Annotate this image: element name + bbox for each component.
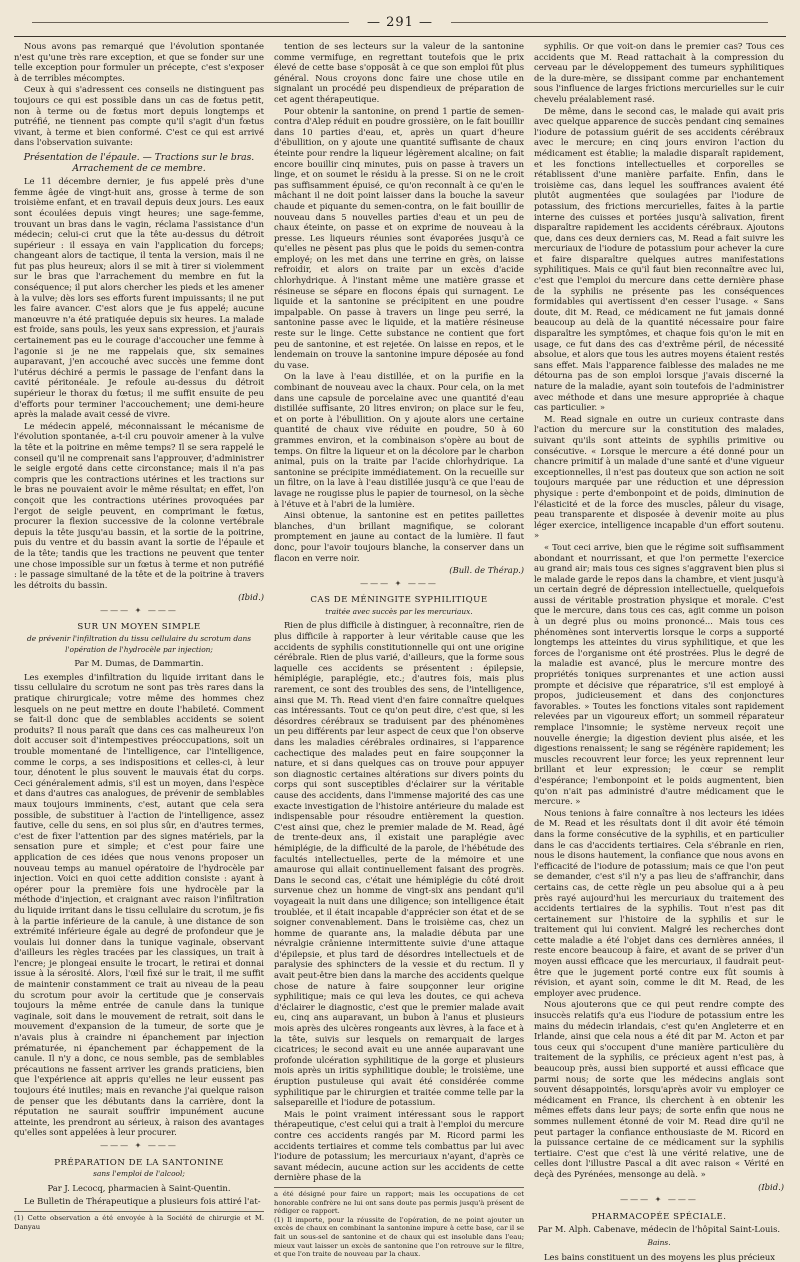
text-columns [14, 41, 786, 1157]
paragraph: Nous avons pas remarqué que l'évolution spontanée n'est qu'une très rare exception, et que se fonder sur une telle exception pour formuler un précepte, c'est s'exposer à de terribles mécomptes. [14, 41, 264, 83]
paragraph: Le Bulletin de Thérapeutique a plusieurs fois attiré l'at- [14, 1196, 264, 1207]
page-number: — 291 — [367, 15, 433, 30]
footnote-text: a été désigné pour faire un rapport; mais les occupations de cet honorable confrère ne lui ont sans doute pas permis jusqu'à présent de rédiger ce rapport. [274, 1190, 524, 1216]
paragraph: Les bains constituent un des moyens les plus précieux [534, 1252, 784, 1262]
article-subtitle: Bains. [534, 1238, 784, 1249]
article-byline: Par J. Lecocq, pharmacien à Saint-Quentin. [14, 1183, 264, 1194]
section-divider: ——— ✦ ——— [534, 1195, 784, 1206]
column-left [14, 41, 264, 1157]
paragraph: Ceux à qui s'adressent ces conseils ne distinguent pas toujours ce qui est possible dans un cas de fœtus petit, non à terme ou de fœtus mort depuis longtemps et putréfié, ne tiennent pas compte qu'il s'agit d'un fœtus vivant, à terme et bien conformé. C'est ce qui est arrivé dans l'observation suivante: [14, 84, 264, 148]
paragraph: Pour obtenir la santonine, on prend 1 partie de semen-contra d'Alep réduit en poudre grossière, on le fait bouillir dans 10 parties d'eau, et, après un quart d'heure d'ébullition, on y ajoute une quantité suffisante de chaux éteinte pour rendre la liqueur légèrement alcaline; on fait encore bouillir cinq minutes, puis on passe à travers un linge, et on soumet le résidu à la presse. Si on ne le croit pas suffisamment épuisé, ce qu'on reconnaît à ce qu'en le mâchant il ne doit point laisser dans la bouche la saveur chaude et piquante du semen-contra, on le fait bouillir de nouveau dans 5 nouvelles parties d'eau et un peu de chaux éteinte, on passe et on exprime de nouveau à la presse. Les liqueurs réunies sont évaporées jusqu'à ce qu'elles ne pèsent pas plus que le poids du semen-contra employé; on les met dans une terrine en grès, on laisse refroidir, et alors on traite par un excès d'acide chlorhydrique. À l'instant même une matière grasse et résineuse se sépare en flocons épais qui surnagent. Le liquide et la santonine se précipitent en une poudre impalpable. On passe à travers un linge peu serré, la santonine passe avec le liquide, et la matière résineuse reste sur le linge. Cette substance ne contient que fort peu de santonine, et est rejetée. On laisse en repos, et le lendemain on trouve la santonine impure déposée au fond du vase. [274, 106, 524, 371]
paragraph: « Tout ceci arrive, bien que le régime soit suffisamment abondant et nourrissant, et que l'on permette l'exercice au grand air; mais tous ces signes s'aggravent bien plus si le malade garde le repos dans la chambre, et vient jusqu'à un certain degré de dépression intellectuelle, quelquefois aussi de véritable prostration physique et morale. C'est que le mercure, dans tous ces cas, agit comme un poison à un degré plus ou moins prononcé... Mais tous ces phénomènes sont intervertis lorsque le corps a supporté longtemps les atteintes du virus syphilitique, et que les forces de l'organisme ont été prostrées. Plus le degré de la maladie est avancé, plus le mercure montre des propriétés toniques surprenantes et une action aussi prompte et décisive que réparatrice, s'il est employé à propos, judicieusement et dans des conjonctures favorables. » Toutes les fonctions vitales sont rapidement relevées par un vigoureux effort; un sommeil réparateur remplace l'insomnie; le système nerveux reçoit une nouvelle énergie; la digestion devient plus aisée, et les digestions renaissent; le sang se régénère rapidement; les muscles recouvrent leur force; les yeux reprennent leur brillant et leur expression; le cœur se remplit d'espérance; l'embonpoint et le poids augmentent, bien qu'on n'ait pas administré d'autre médicament que le mercure. » [534, 542, 784, 807]
section-divider: ——— ✦ ——— [14, 1141, 264, 1152]
footnote [274, 1187, 524, 1259]
paragraph: Le 11 décembre dernier, je fus appelé près d'une femme âgée de vingt-huit ans, grosse à terme de son troisième enfant, et en travail depuis deux jours. Les eaux sont écoulées depuis vingt heures; une sage-femme, trouvant un bras dans le vagin, réclama l'assistance d'un médecin; celui-ci crut que la tête au-dessus du détroit supérieur : il essaya en vain l'application du forceps; changeant alors de tactique, il tenta la version, mais il ne fut pas plus heureux; alors il se mit à tirer si violemment sur le bras que l'arrachement du membre en fut la conséquence; il put alors chercher les pieds et les amener à la vulve; dès lors ses efforts furent impuissants; il ne put les faire avancer. C'est alors que je fus appelé; aucune manœuvre n'a été pratiquée depuis six heures. La malade est froide, sans pouls, les yeux sans expression, et j'aurais certainement pas eu le courage d'accoucher une femme à l'agonie si je ne me rappelais que, six semaines auparavant, j'en accouché avec succès une femme dont l'utérus déchiré a permis le passage de l'enfant dans la cavité péritonéale. Je refoule au-dessus du détroit supérieur le thorax du fœtus; il me suffit ensuite de peu d'efforts pour terminer l'accouchement; une demi-heure après la malade avait cessé de vivre. [14, 176, 264, 420]
paragraph: Les exemples d'infiltration du liquide irritant dans le tissu cellulaire du scrotum ne sont pas très rares dans la pratique chirurgicale; votre même des hommes chez lesquels on ne peut mettre en doute l'habileté. Comment se fait-il donc que de semblables accidents se soient produits? Il nous paraît que dans ces cas malheureux l'on doit accuser soit d'intempestives préoccupations, soit un trouble momentané de l'intelligence, car l'intelligence, comme le corps, a ses indispositions et celles-ci, à leur tour, dénotent le plus souvent le mauvais état du corps. Ceci généralement admis, s'il est un moyen, dans l'espèce et dans d'autres cas analogues, de prévenir de semblables maux toujours imminents, c'est, autant que cela sera possible, de substituer à l'action de l'intelligence, assez fautive, celle du sens, en soi plus sûr, en d'autres termes, c'est de fixer l'attention par des signes matériels, par la sensation pure et simple; et c'est pour faire une application de ces idées que nous venons proposer un nouveau temps au manuel opératoire de l'hydrocèle par injection. Voici en quoi cette addition consiste : ayant à opérer pour la première fois une hydrocèle par la méthode d'injection, et craignant avec raison l'infiltration du liquide irritant dans le tissu cellulaire du scrotum, je fis à la partie inférieure de la canule, à une distance de son extrémité inférieure égale au degré de profondeur que je voulais lui donner dans la tunique vaginale, observant d'ailleurs les règles tracées par les classiques, un trait à l'encre; je plongeai ensuite le trocart, le retirai et donnai issue à la sérosité. Alors, l'œil fixé sur le trait, il me suffit de maintenir constamment ce trait au niveau de la peau du scrotum pour avoir la certitude que je conservais toujours la même entrée de canule dans la tunique vaginale, soit dans le mouvement de retrait, soit dans le mouvement d'expansion de la tumeur, de sorte que je n'avais plus à craindre ni épanchement par injection prématurée, ni épanchement par échappement de la canule. Il n'y a donc, ce nous semble, pas de semblables précautions ne fassent arriver les grands praticiens, bien que l'expérience ait appris qu'elles ne leur eussent pas toujours été inutiles; mais en revanche j'ai quelque raison de penser que les débutants dans la carrière, dont la réputation ne saurait souffrir impunément aucune atteinte, les prendront au sérieux, à raison des avantages qu'elles sont appelées à leur procurer. [14, 672, 264, 1138]
paragraph: On la lave à l'eau distillée, et on la purifie en la combinant de nouveau avec la chaux. Pour cela, on la met dans une capsule de porcelaine avec une quantité d'eau distillée suffisante, 20 litres environ; on place sur le feu, et on porte à l'ébullition. On y ajoute alors une certaine quantité de chaux vive réduite en poudre, 50 à 60 grammes environ, et la combinaison s'opère au bout de temps. On filtre la liqueur et on la décolore par le charbon animal, puis on la traite par l'acide chlorhydrique. La santonine se précipite immédiatement. On la recueille sur un filtre, on la lave à l'eau distillée jusqu'à ce que l'eau de lavage ne rougisse plus le papier de tournesol, on la sèche à l'étuve et à l'abri de la lumière. [274, 371, 524, 509]
page-header [14, 8, 786, 37]
article-subtitle: de prévenir l'infiltration du tissu cellulaire du scrotum dans l'opération de l'hydrocèle par injection; [14, 634, 264, 655]
column-middle [274, 41, 524, 1157]
article-title: SUR UN MOYEN SIMPLE [14, 622, 264, 633]
column-right [534, 41, 784, 1157]
header-rule-left [32, 22, 349, 23]
paragraph: Nous tenions à faire connaître à nos lecteurs les idées de M. Read et les résultats dont il dit avoir été témoin dans la forme consécutive de la syphilis, et en particulier dans le cas d'accidents tertiaires. Cela s'ébranle en rien, nous le disons hautement, la confiance que nous avons en l'efficacité de l'iodure de potassium; mais ce que l'on peut se demander, c'est s'il n'y a pas lieu de s'affranchir, dans certains cas, de cette règle un peu absolue qui a à peu près rayé aujourd'hui les mercuriaux du traitement des accidents tertiaires de la syphilis. Tout n'est pas dit certainement sur l'histoire de la syphilis et sur le traitement qui lui convient. Malgré les recherches dont cette maladie a été l'objet dans ces dernières années, il reste encore beaucoup à faire, et avant de se priver d'un moyen aussi efficace que les mercuriaux, il faudrait peut-être que le jugement porté contre eux fût soumis à révision, et ayant soin, comme le dit M. Read, de les employer avec prudence. [534, 808, 784, 999]
article-title: CAS DE MÉNINGITE SYPHILITIQUE [274, 595, 524, 606]
article-byline: Par M. Dumas, de Dammartin. [14, 658, 264, 669]
paragraph: Mais le point vraiment intéressant sous le rapport thérapeutique, c'est celui qui a trait à l'emploi du mercure contre ces accidents rangés par M. Ricord parmi les accidents tertiaires et comme tels combattus par lui avec l'iodure de potassium; les mercuriaux n'ayant, d'après ce savant médecin, aucune action sur les accidents de cette dernière phase de la [274, 1109, 524, 1183]
paragraph: Nous ajouterons que ce qui peut rendre compte des insuccès relatifs qu'a eus l'iodure de potassium entre les mains du médecin irlandais, c'est qu'en Angleterre et en Irlande, ainsi que cela nous a été dit par M. Acton et par tous ceux qui s'occupent d'une manière particulière du traitement de la syphilis, ce précieux agent n'est pas, à beaucoup près, aussi bien supporté et aussi efficace que parmi nous; de sorte que les médecins anglais sont souvent désappointés, lorsqu'après avoir vu employer ce médicament en France, ils cherchent à en obtenir les mêmes effets dans leur pays; de sorte enfin que nous ne sommes nullement étonné de voir M. Read dire qu'il ne peut partager la confiance enthousiaste de M. Ricord en la puissance certaine de ce médicament sur la syphilis tertiaire. C'est que c'est là une vérité relative, une de celles dont l'illustre Pascal a dit avec raison « Vérité en deçà des Pyrénées, mensonge au delà. » [534, 999, 784, 1179]
article-subtitle: sans l'emploi de l'alcool; [14, 1169, 264, 1180]
section-title: Présentation de l'épaule. — Tractions sur le bras. Arrachement de ce membre. [14, 153, 264, 174]
paragraph: Ainsi obtenue, la santonine est en petites paillettes blanches, d'un brillant magnifique, se colorant promptement en jaune au contact de la lumière. Il faut donc, pour l'avoir toujours blanche, la conserver dans un flacon en verre noir. [274, 510, 524, 563]
paragraph: Rien de plus difficile à distinguer, à reconnaître, rien de plus difficile à rapporter à leur véritable cause que les accidents de syphilis constitutionnelle qui ont une origine cérébrale. Rien de plus varié, d'ailleurs, que la forme sous laquelle ces accidents se présentent : épilepsie, hémiplégie, paraplégie, etc.; d'autres fois, mais plus rarement, ce sont des troubles des sens, de l'intelligence, ainsi que M. Th. Read vient d'en faire connaître quelques cas intéressants. Tout ce qu'on peut dire, c'est que, si les désordres cérébraux se traduisent par des phénomènes un peu différents par leur aspect de ceux que l'on observe dans les maladies cérébrales ordinaires, si l'apparence cachectique des malades peut en faire soupçonner la nature, et si dans quelques cas on trouve pour appuyer son diagnostic certaines altérations sur divers points du corps qui sont susceptibles d'éclairer sur la véritable cause des accidents, dans l'immense majorité des cas une exacte investigation de l'histoire antérieure du malade est indispensable pour résoudre entièrement la question. C'est ainsi que, chez le premier malade de M. Read, âgé de trente-deux ans, il existait une paraplégie avec hémiplégie, de la difficulté de la parole, de l'hébétude des facultés intellectuelles, perte de la mémoire et une amaurose qui allait continuellement faisant des progrès. Dans le second cas, c'était une hémiplégie du côté droit survenue chez un homme de vingt-six ans pendant qu'il voyageait la nuit dans une diligence; son intelligence était troublée, et il était incapable d'apprécier son état et de se soigner convenablement. Dans le troisième cas, chez un homme de quarante ans, la maladie débuta par une névralgie crânienne intermittente suivie d'une attaque d'épilepsie, et plus tard de désordres intellectuels et de paralysie des sphincters de la vessie et du rectum. Il y avait peut-être bien dans la marche des accidents quelque chose de nature à faire soupçonner leur origine syphilitique; mais ce qui leva les doutes, ce qui acheva d'éclairer le diagnostic, c'est que le premier malade avait eu, cinq ans auparavant, un bubon à l'anus et plusieurs mois après des ulcères rongeants aux lèvres, à la face et à la tête, suivis sur lesquels on remarquait de larges cicatrices; le second avait eu une année auparavant une profonde ulcération syphilitique de la gorge et plusieurs mois après un iritis syphilitique double; le troisième, une éruption pustuleuse qui avait été considérée comme syphilitique par le chirurgien et traitée comme telle par la salsepareille et l'iodure de potassium. [274, 620, 524, 1107]
paragraph: Le médecin appelé, méconnaissant le mécanisme de l'évolution spontanée, a-t-il cru pouvoir amener à la vulve la tête et la poitrine en même temps? Il se sera rappelé le conseil qu'il ne comprenait sans l'approuver, d'administrer le seigle ergoté dans cette circonstance; mais il n'a pas compris que les contractions utérines et les tractions sur le bras ne pouvaient avoir le même résultat; en effet, l'on conçoit que les contractions utérines provoquées par l'ergot de seigle peuvent, en comprimant le fœtus, procurer la flexion successive de la colonne vertébrale depuis la tête jusqu'au bassin, et la sortie de la poitrine, puis du ventre et du bassin avant la sortie de l'épaule et de la tête; tandis que les tractions ne peuvent que tenter une chose impossible sur un fœtus à terme et non putréfié : le passage simultané de la tête et de la poitrine à travers les détroits du bassin. [14, 421, 264, 591]
header-rule-right [451, 22, 768, 23]
source-citation: (Ibid.) [14, 592, 264, 603]
article-byline: Par M. Alph. Cabenave, médecin de l'hôpital Saint-Louis. [534, 1224, 784, 1235]
section-divider: ——— ✦ ——— [274, 579, 524, 590]
paragraph: tention de ses lecteurs sur la valeur de la santonine comme vermifuge, en regrettant toutefois que le prix élevé de cette base s'opposât à ce que son emploi fût plus général. Nous croyons donc faire une chose utile en signalant un procédé peu dispendieux de préparation de cet agent thérapeutique. [274, 41, 524, 105]
article-title: PRÉPARATION DE LA SANTONINE [14, 1158, 264, 1169]
source-citation: (Ibid.) [534, 1182, 784, 1193]
footnote-text: (1) Il importe, pour la réussite de l'opération, de ne point ajouter un excès de chaux en combinant la santonine impure à cette base, car il se fait un sous-sel de santonine et de chaux qui est insoluble dans l'eau; mieux vaut laisser un excès de santonine que l'on retrouve sur le filtre, et que l'on traite de nouveau par la chaux. [274, 1216, 524, 1259]
footnote: (1) Cette observation a été envoyée à la Société de chirurgie et M. Danyau [14, 1211, 264, 1231]
article-title: PHARMACOPÉE SPÉCIALE. [534, 1212, 784, 1223]
paragraph: M. Read signale en outre un curieux contraste dans l'action du mercure sur la constitution des malades, suivant qu'ils sont atteints de syphilis primitive ou consécutive. « Lorsque le mercure a été donné pour un chancre primitif à un malade d'une santé et d'une vigueur exceptionnelles, il n'est pas douteux que son action ne soit toujours marquée par une réduction et une dépression physique : perte d'embonpoint et de poids, diminution de l'élasticité et de la force des muscles, pâleur du visage, peau transparente et disposée à devenir moite au plus léger exercice, intelligence incapable d'un effort soutenu. » [534, 414, 784, 541]
section-divider: ——— ✦ ——— [14, 606, 264, 617]
paragraph: syphilis. Or que voit-on dans le premier cas? Tous ces accidents que M. Read rattachait à la compression du cerveau par le développement des tumeurs syphilitiques de la dure-mère, se dissipant comme par enchantement sous l'influence de larges frictions mercurielles sur le cuir chevelu préalablement rasé. [534, 41, 784, 105]
article-subtitle: traitée avec succès par les mercuriaux. [274, 607, 524, 618]
source-citation: (Bull. de Thérap.) [274, 565, 524, 576]
paragraph: De même, dans le second cas, le malade qui avait pris avec quelque apparence de succès pendant cinq semaines l'iodure de potassium guérit de ses accidents cérébraux avec le mercure; en cinq jours environ l'action du médicament est établie; la maladie disparaît rapidement, et les fonctions intellectuelles et corporelles se rétablissent d'une manière parfaite. Enfin, dans le troisième cas, dans lequel les souffrances avaient été plutôt augmentées que soulagées par l'iodure de potassium, des frictions mercurielles, faites à la partie interne des cuisses et portées jusqu'à salivation, firent disparaître rapidement les accidents cérébraux. Ajoutons que, dans ces deux derniers cas, M. Read a fait suivre les mercuriaux de l'iodure de potassium pour achever la cure et faire disparaître quelques autres manifestations syphilitiques. Mais ce qu'il faut bien reconnaître avec lui, c'est que l'emploi du mercure dans cette dernière phase de la syphilis ne présente pas les conséquences formidables qui avertissent d'en cesser l'usage. « Sans doute, dit M. Read, ce médicament ne fut jamais donné beaucoup au delà de la quantité nécessaire pour faire disparaître les symptômes, et chaque fois qu'on le mit en usage, ce fut dans des cas d'extrême péril, de nécessité absolue, et alors que tous les autres moyens étaient restés sans effet. Mais l'apparence faiblesse des malades ne me détourna pas de son emploi lorsque j'avais discerné la nature de la maladie, ayant soin toutefois de l'administrer avec méthode et dans une mesure appropriée à chaque cas particulier. » [534, 106, 784, 413]
